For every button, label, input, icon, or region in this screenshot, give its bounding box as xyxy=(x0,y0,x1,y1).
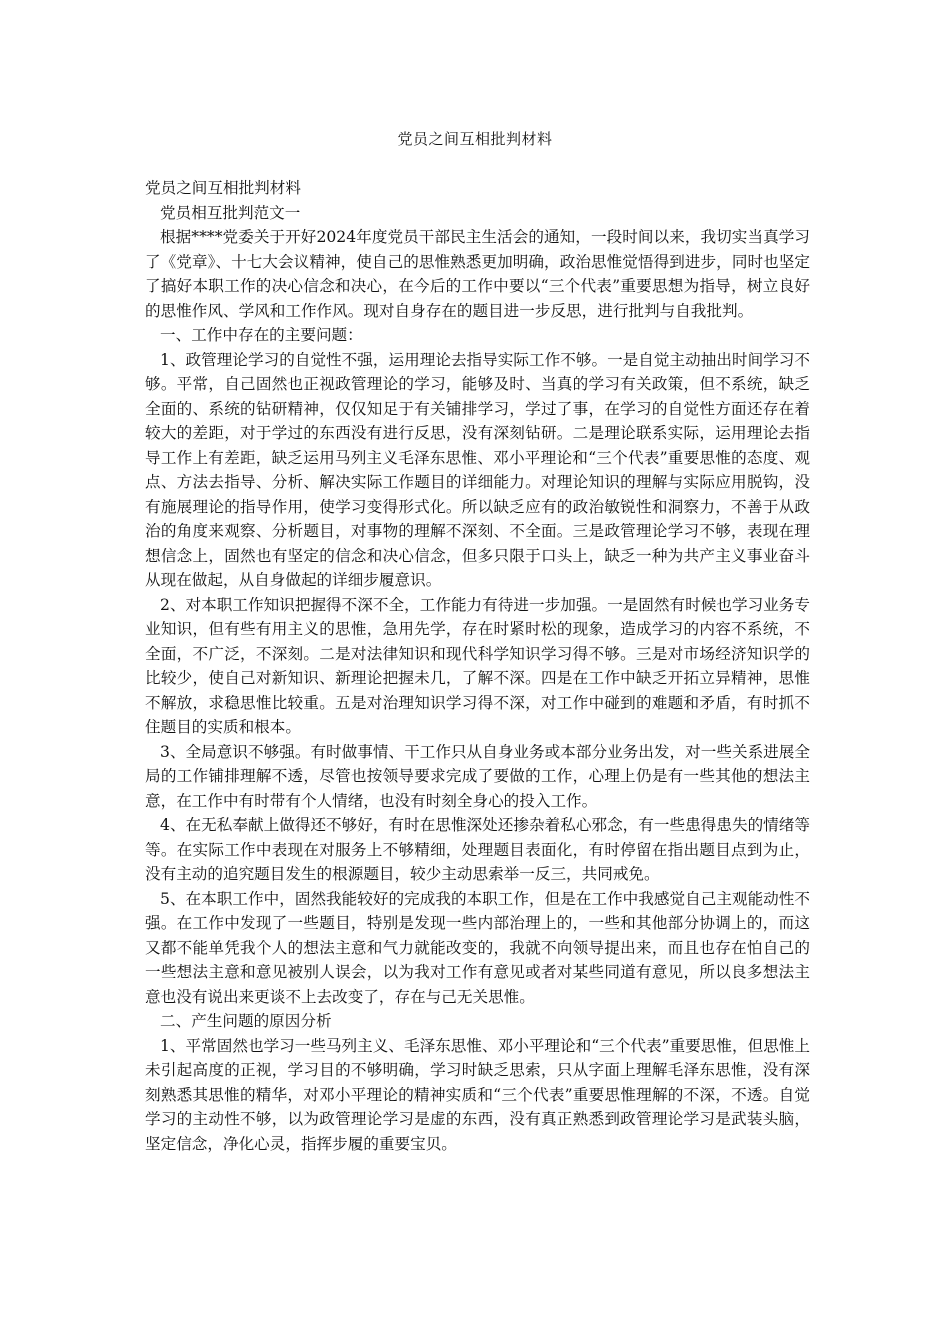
document-body xyxy=(145,176,810,1156)
problem-paragraph-1: 1、政管理论学习的自觉性不强，运用理论去指导实际工作不够。一是自觉主动抽出时间学习不够。平常，自己固然也正视政管理论的学习，能够及时、当真的学习有关政策，但不系统，缺乏全面的、系统的钻研精神，仅仅知足于有关铺排学习，学过了事，在学习的自觉性方面还存在着较大的差距，对于学过的东西没有进行反思，没有深刻钻研。二是理论联系实际，运用理论去指导工作上有差距，缺乏运用马列主义毛泽东思惟、邓小平理论和“三个代表”重要思惟的态度、观点、方法去指导、分析、解决实际工作题目的详细能力。对理论知识的理解与实际应用脱钩，没有施展理论的指导作用，使学习变得形式化。所以缺乏应有的政治敏锐性和洞察力，不善于从政治的角度来观察、分析题目，对事物的理解不深刻、不全面。三是政管理论学习不够，表现在理想信念上，固然也有坚定的信念和决心信念，但多只限于口头上，缺乏一种为共产主义事业奋斗从现在做起，从自身做起的详细步履意识。 xyxy=(145,350,810,589)
problem-paragraph-3: 3、全局意识不够强。有时做事情、干工作只从自身业务或本部分业务出发，对一些关系进展全局的工作铺排理解不透，尽管也按领导要求完成了要做的工作，心理上仍是有一些其他的想法主意，在工作中有时带有个人情绪，也没有时刻全身心的投入工作。 xyxy=(145,742,810,810)
cause-paragraph-1: 1、平常固然也学习一些马列主义、毛泽东思惟、邓小平理论和“三个代表”重要思惟，但思惟上未引起高度的正视，学习目的不够明确，学习时缺乏思索，只从字面上理解毛泽东思惟，没有深刻熟悉其思惟的精华，对邓小平理论的精神实质和“三个代表”重要思惟理解的不深，不透。自觉学习的主动性不够，以为政管理论学习是虚的东西，没有真正熟悉到政管理论学习是武装头脑，坚定信念，净化心灵，指挥步履的重要宝贝。 xyxy=(145,1036,810,1153)
section-subtitle: 党员相互批判范文一 xyxy=(160,203,301,222)
document-title: 党员之间互相批判材料 xyxy=(397,130,553,148)
body-heading: 党员之间互相批判材料 xyxy=(145,179,301,197)
problem-paragraph-4: 4、在无私奉献上做得还不够好，有时在思惟深处还掺杂着私心邪念，有一些患得患失的情绪等等。在实际工作中表现在对服务上不够精细，处理题目表面化，有时停留在指出题目点到为止，没有主动的追究题目发生的根源题目，较少主动思索举一反三，共同戒免。 xyxy=(145,816,810,883)
intro-paragraph: 根据****党委关于开好2024年度党员干部民主生活会的通知，一段时间以来，我切实当真学习了《党章》、十七大会议精神，使自己的思惟熟悉更加明确，政治思惟觉悟得到进步，同时也坚定了搞好本职工作的决心信念和决心，在今后的工作中要以“三个代表”重要思想为指导，树立良好的思惟作风、学风和工作作风。现对自身存在的题目进一步反思，进行批判与自我批判。 xyxy=(145,228,810,320)
problem-paragraph-2: 2、对本职工作知识把握得不深不全，工作能力有待进一步加强。一是固然有时候也学习业务专业知识，但有些有用主义的思惟，急用先学，存在时紧时松的现象，造成学习的内容不系统，不全面，不广泛，不深刻。二是对法律知识和现代科学知识学习得不够。三是对市场经济知识学的比较少，使自己对新知识、新理论把握未几，了解不深。四是在工作中缺乏开拓立异精神，思惟不解放，求稳思惟比较重。五是对治理知识学习得不深，对工作中碰到的难题和矛盾，有时抓不住题目的实质和根本。 xyxy=(145,595,810,736)
section-heading-problems: 一、工作中存在的主要问题： xyxy=(160,326,363,344)
problem-paragraph-5: 5、在本职工作中，固然我能较好的完成我的本职工作，但是在工作中我感觉自己主观能动性不强。在工作中发现了一些题目，特别是发现一些内部治理上的，一些和其他部分协调上的，而这又都不能单凭我个人的想法主意和气力就能改变的，我就不向领导提出来，而且也存在怕自己的一些想法主意和意见被别人误会，以为我对工作有意见或者对某些同道有意见，所以良多想法主意也没有说出来更谈不上去改变了，存在与己无关思惟。 xyxy=(145,889,810,1006)
section-heading-causes: 二、产生问题的原因分析 xyxy=(160,1012,332,1030)
